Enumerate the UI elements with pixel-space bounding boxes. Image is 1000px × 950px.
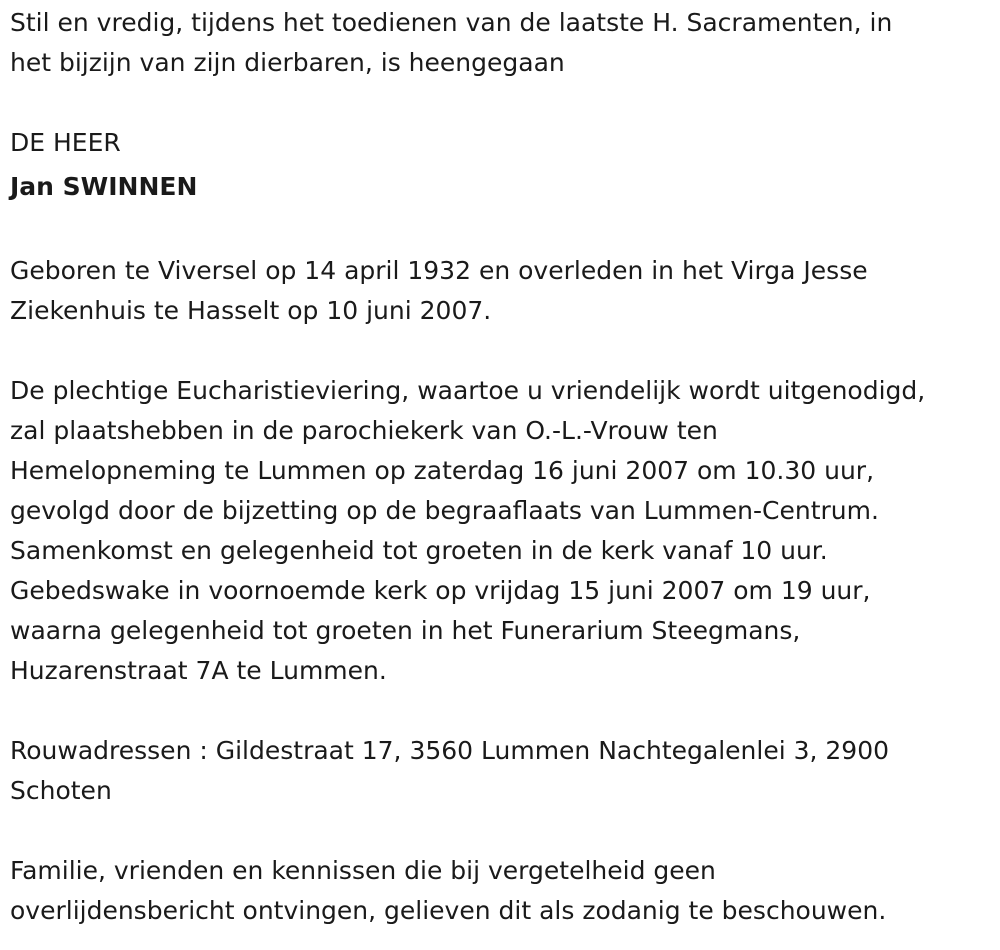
ceremony-line: Huzarenstraat 7A te Lummen. — [10, 656, 387, 685]
ceremony-line: waarna gelegenheid tot groeten in het Funerarium Steegmans, — [10, 616, 801, 645]
ceremony-line: De plechtige Eucharistieviering, waartoe u vriendelijk wordt uitgenodigd, — [10, 376, 926, 405]
deceased-name: Jan SWINNEN — [10, 172, 198, 201]
spacer — [10, 811, 995, 851]
ceremony-line: Hemelopneming te Lummen op zaterdag 16 juni 2007 om 10.30 uur, — [10, 456, 875, 485]
birth-death-line-2: Ziekenhuis te Hasselt op 10 juni 2007. — [10, 296, 492, 325]
addresses-line-1: Rouwadressen : Gildestraat 17, 3560 Lummen Nachtegalenlei 3, 2900 — [10, 736, 890, 765]
birth-death-line-1: Geboren te Viversel op 14 april 1932 en overleden in het Virga Jesse — [10, 256, 868, 285]
spacer — [10, 211, 995, 251]
spacer — [10, 83, 995, 123]
addresses-line-2: Schoten — [10, 776, 112, 805]
closing-line-2: overlijdensbericht ontvingen, gelieven dit als zodanig te beschouwen. — [10, 896, 887, 925]
intro-paragraph — [10, 3, 995, 83]
intro-line-1: Stil en vredig, tijdens het toedienen van de laatste H. Sacramenten, in — [10, 8, 893, 37]
ceremony-line: zal plaatshebben in de parochiekerk van O.-L.-Vrouw ten — [10, 416, 718, 445]
ceremony-paragraph — [10, 371, 995, 691]
ceremony-line: gevolgd door de bijzetting op de begraaflaats van Lummen-Centrum. — [10, 496, 879, 525]
spacer — [10, 691, 995, 731]
ceremony-line: Samenkomst en gelegenheid tot groeten in de kerk vanaf 10 uur. — [10, 536, 828, 565]
addresses-paragraph — [10, 731, 995, 811]
closing-line-1: Familie, vrienden en kennissen die bij vergetelheid geen — [10, 856, 716, 885]
intro-line-2: het bijzijn van zijn dierbaren, is heengegaan — [10, 48, 565, 77]
honorific-title: DE HEER — [10, 128, 121, 157]
closing-paragraph — [10, 851, 995, 931]
birth-death-paragraph — [10, 251, 995, 331]
obituary-notice — [10, 3, 995, 931]
ceremony-line: Gebedswake in voornoemde kerk op vrijdag 15 juni 2007 om 19 uur, — [10, 576, 871, 605]
spacer — [10, 331, 995, 371]
